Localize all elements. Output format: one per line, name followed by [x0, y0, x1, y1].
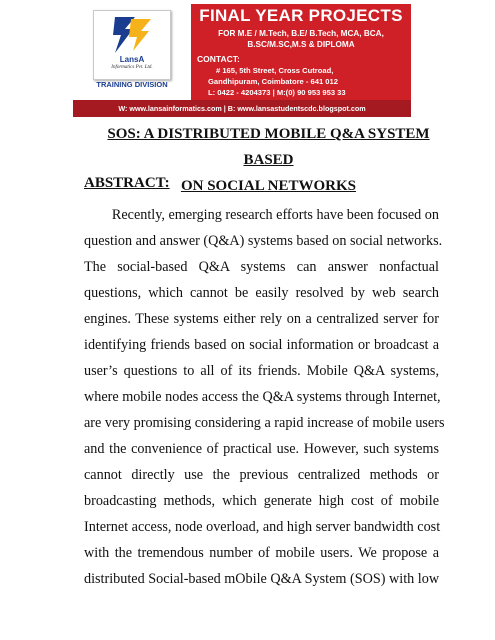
abstract-line: are very promising considering a rapid increase of mobile users	[84, 415, 445, 431]
abstract-line: identifying friends based on social information or broadcast a	[84, 337, 439, 353]
abstract-line: with the tremendous number of mobile users. We propose a	[84, 545, 439, 561]
phone-line: L: 0422 - 4204373 | M:(0) 90 953 953 33	[208, 88, 346, 97]
header-banner	[73, 4, 411, 117]
courses-list	[191, 28, 411, 50]
logo-name: LansA	[119, 55, 145, 64]
abstract-line: distributed Social-based mObile Q&A System (SOS) with low	[84, 571, 440, 587]
banner-headline: FINAL YEAR PROJECTS	[199, 6, 403, 25]
address-line-2: Gandhipuram, Coimbatore - 641 012	[208, 77, 338, 86]
abstract-line: and the convenience of practical use. However, such systems	[84, 441, 439, 457]
abstract-line: broadcasting methods, which generate high cost of mobile	[84, 493, 439, 509]
courses-line-1: FOR M.E / M.Tech, B.E/ B.Tech, MCA, BCA,	[218, 29, 384, 38]
abstract-line: question and answer (Q&A) systems based on social networks.	[84, 233, 443, 249]
courses-line-2: B.SC/M.SC,M.S & DIPLOMA	[247, 40, 355, 49]
abstract-line: where mobile nodes access the Q&A systems through Internet,	[84, 389, 441, 405]
logo-panel	[73, 4, 191, 100]
training-division-label: TRAINING DIVISION	[96, 80, 168, 89]
abstract-line: cannot directly use the previous centralized methods or	[84, 467, 439, 483]
document-title-line-2: ON SOCIAL NETWORKS	[180, 178, 357, 194]
abstract-line: user’s questions to all of its friends. Mobile Q&A systems,	[84, 363, 439, 379]
abstract-line: Internet access, node overload, and high server bandwidth cost	[84, 519, 441, 535]
website-strip: W: www.lansainformatics.com | B: www.lansastudentscdc.blogspot.com	[73, 100, 411, 117]
abstract-line: engines. These systems either rely on a centralized server for	[84, 311, 439, 327]
abstract-paragraph	[84, 202, 445, 592]
contact-label: CONTACT:	[197, 54, 240, 64]
address-line-1: # 165, 5th Street, Cross Cutroad,	[216, 66, 334, 75]
document-title-line-1: SOS: A DISTRIBUTED MOBILE Q&A SYSTEM BASED	[107, 126, 430, 168]
lansa-logo-icon	[111, 15, 153, 55]
abstract-line: Recently, emerging research efforts have been focused on	[90, 207, 439, 223]
abstract-line: The social-based Q&A systems can answer nonfactual	[84, 259, 439, 275]
abstract-line: questions, which cannot be easily resolved by web search	[84, 285, 439, 301]
logo-tagline: Informatics Pvt. Ltd.	[111, 65, 153, 70]
contact-details	[208, 65, 408, 98]
company-logo	[93, 10, 171, 80]
abstract-heading: ABSTRACT:	[84, 175, 170, 191]
